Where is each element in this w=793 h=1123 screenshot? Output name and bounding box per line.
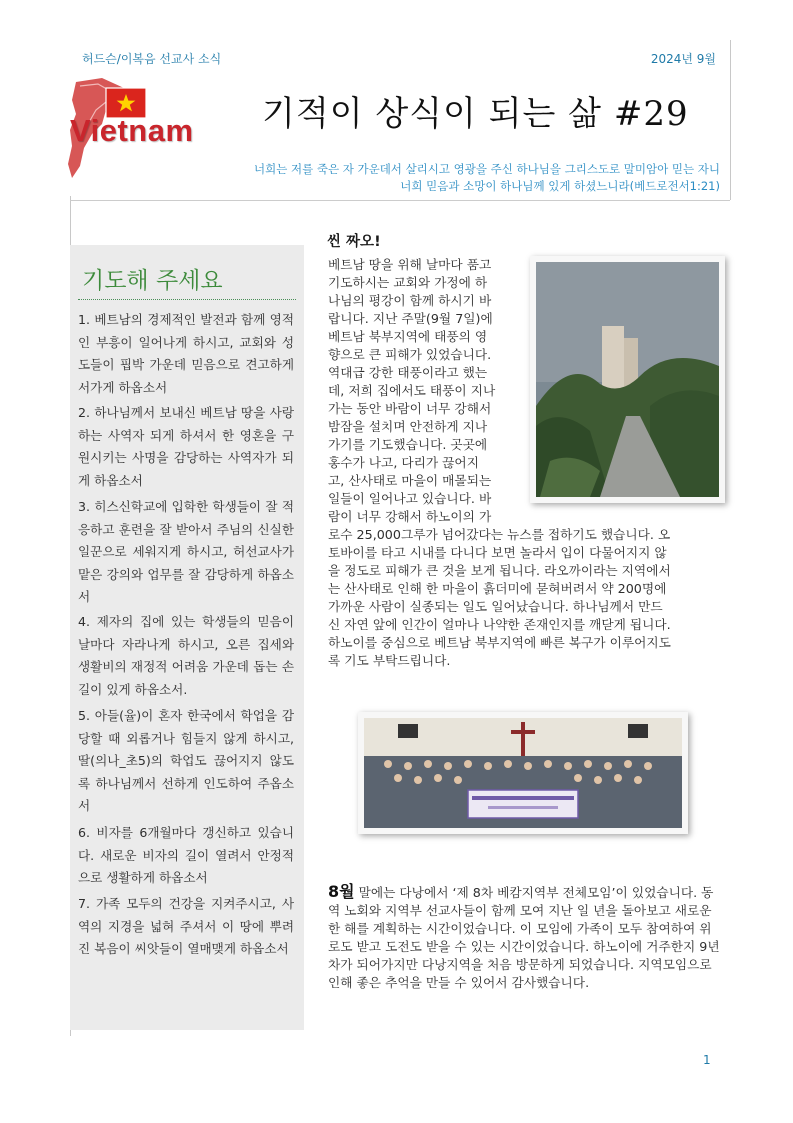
divider-vertical-right [730,40,731,200]
body-line: 하노이를 중심으로 베트남 북부지역에 빠른 복구가 이루어지도 [328,635,671,650]
body-line: 는 산사태로 인해 한 마을이 흙더미에 묻혀버려서 약 200명에 [328,581,667,596]
prayer-item-1: 1. 베트남의 경제적인 발전과 함께 영적인 부흥이 일어나게 하시고, 교회와 성도들이 핍박 가운데 믿음으로 견고하게 서가게 하옵소서 [78,312,294,395]
body-line: 기도하시는 교회와 가정에 하 [328,275,488,290]
newsletter-source: 허드슨/이복음 선교사 소식 [82,52,222,66]
body-line: 신 자연 앞에 인간이 얼마나 나약한 존재인지를 깨닫게 됩니다. [328,617,671,632]
issue-date: 2024년 9월 [650,52,716,66]
body-line: 베트남 땅을 위해 날마다 품고 [328,257,492,272]
body-line: 가는 동안 바람이 너무 강해서 [328,401,492,416]
body-line: 록 기도 부탁드립니다. [328,653,451,668]
meeting-month: 8월 [328,882,355,901]
body-line: 을 정도로 피해가 큰 것을 보게 됩니다. 라오까이라는 지역에서 [328,563,671,578]
body-line: 일들이 일어나고 있습니다. 바 [328,491,492,506]
group-meeting-photo [358,712,688,834]
body-line: 토바이를 타고 시내를 다니다 보면 놀라서 입이 다물어지지 않 [328,545,667,560]
body-line: 가기를 기도했습니다. 곳곳에 [328,437,488,452]
prayer-item-7: 7. 가족 모두의 건강을 지켜주시고, 사역의 지경을 넓혀 주셔서 이 땅에 뿌려진 복음이 씨앗들이 열매맺게 하옵소서 [78,896,294,956]
body-line: 람이 너무 강해서 하노이의 가 [328,509,492,524]
prayer-item-5: 5. 아들(율)이 혼자 한국에서 학업을 감당할 때 외롭거나 힘들지 않게 하시고, 딸(의나_초5)의 학업도 끊어지지 않도록 하나님께서 선하게 인도하여 주옵소서 [78,708,294,813]
prayer-item-3: 3. 히스신학교에 입학한 학생들이 잘 적응하고 훈련을 잘 받아서 주님의 신실한 일꾼으로 세워지게 하시고, 허선교사가 맡은 강의와 업무를 잘 감당하게 하옵소서 [78,499,294,604]
body-line: 고, 산사태로 마을이 매몰되는 [328,473,492,488]
prayer-divider [78,299,296,300]
body-line: 향으로 큰 피해가 있었습니다. [328,347,492,362]
body-line: 베트남 북부지역에 태풍의 영 [328,329,488,344]
page-number: 1 [703,1053,711,1067]
meeting-text: 말에는 다낭에서 ‘제 8차 베캄지역부 전체모임’이 있었습니다. 동역 노회와 지역부 선교사들이 함께 모여 지난 일 년을 돌아보고 새로운 한 해를 계획하는 시간이었습니다. 이 모임에 가족이 모두 참여하여 위로도 받고 도전도 받을 수 있는 시간이었습니다. 하노이에 거주한지 9년차가 되어가지만 다낭지역을 처음 방문하게 되었습니다. 지역모임으로 인해 좋은 추억을 만들 수 있어서 감사했습니다. [328,885,720,990]
verse-line-2: 너희 믿음과 소망이 하나님께 있게 하셨느니라(베드로전서1:21) [400,179,720,193]
prayer-item-4: 4. 제자의 집에 있는 학생들의 믿음이 날마다 자라나게 하시고, 오른 집세와 생활비의 재정적 어려움 가운데 돕는 손길이 있게 하옵소서. [78,614,294,697]
body-line: 홍수가 나고, 다리가 끊어지 [328,455,479,470]
verse-line-1: 너희는 저를 죽은 자 가운데서 살리시고 영광을 주신 하나님을 그리스도로 말미암아 믿는 자니 [253,162,720,176]
page-title: 기적이 상식이 되는 삶 #29 [262,94,689,134]
prayer-item-2: 2. 하나님께서 보내신 베트남 땅을 사랑하는 사역자 되게 하셔서 한 영혼을 구원시키는 사명을 감당하는 사역자가 되게 하옵소서 [78,405,294,488]
logo-text: Vietnam [70,113,194,148]
prayer-title: 기도해 주세요 [82,268,223,294]
body-line: 데, 저희 집에서도 태풍이 지나 [328,383,496,398]
body-line: 로수 25,000그루가 넘어갔다는 뉴스를 접하기도 했습니다. 오 [328,527,671,542]
typhoon-photo [530,256,725,503]
body-line: 가까운 사람이 실종되는 일도 일어났습니다. 하나님께서 만드 [328,599,663,614]
group-meeting-image [358,712,688,834]
prayer-item-6: 6. 비자를 6개월마다 갱신하고 있습니다. 새로운 비자의 길이 열려서 안정적으로 생활하게 하옵소서 [78,825,294,885]
body-line: 나님의 평강이 함께 하시기 바 [328,293,492,308]
body-line: 밤잠을 설치며 안전하게 지나 [328,419,488,434]
body-line: 랍니다. 지난 주말(9월 7일)에 [328,311,493,326]
meeting-paragraph [328,883,721,992]
greeting: 씬 짜오! [327,234,381,250]
typhoon-street-image [530,256,725,503]
body-line: 역대급 강한 태풍이라고 했는 [328,365,488,380]
divider-header [70,200,730,201]
